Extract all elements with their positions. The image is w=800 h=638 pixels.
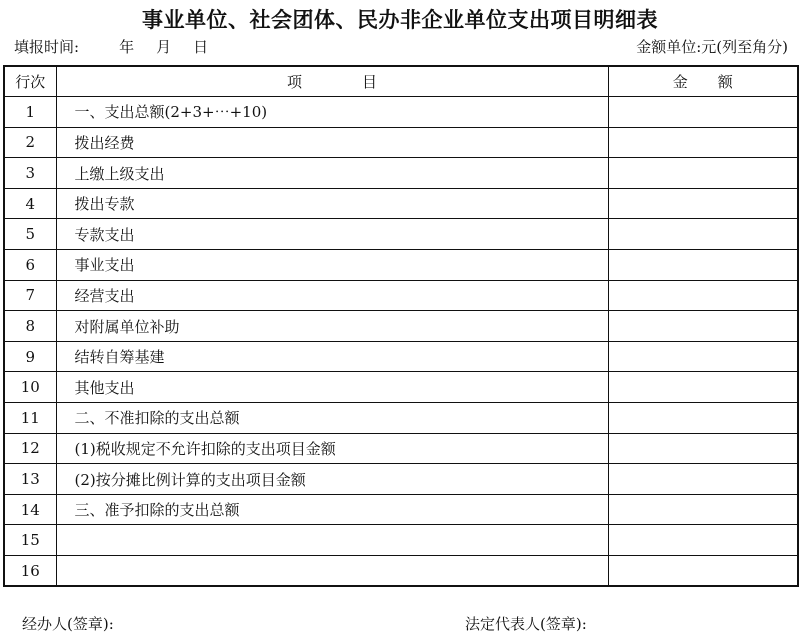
table-row <box>4 311 798 342</box>
row-item: 三、准予扣除的支出总额 <box>56 494 608 525</box>
table-row <box>4 158 798 189</box>
row-item: 事业支出 <box>56 250 608 281</box>
row-item: (2)按分摊比例计算的支出项目金额 <box>56 464 608 495</box>
row-amount-cell[interactable] <box>608 464 798 495</box>
table-row <box>4 372 798 403</box>
table-row <box>4 525 798 556</box>
table-row <box>4 464 798 495</box>
row-no: 15 <box>4 525 56 556</box>
row-item: 对附属单位补助 <box>56 311 608 342</box>
row-amount-cell[interactable] <box>608 311 798 342</box>
table-row <box>4 280 798 311</box>
row-amount-cell[interactable] <box>608 372 798 403</box>
row-no: 8 <box>4 311 56 342</box>
row-amount-cell[interactable] <box>608 556 798 587</box>
row-amount-cell[interactable] <box>608 97 798 128</box>
row-amount-cell[interactable] <box>608 250 798 281</box>
row-no: 4 <box>4 188 56 219</box>
row-item: 二、不准扣除的支出总额 <box>56 403 608 434</box>
fill-time <box>14 36 208 57</box>
row-no: 1 <box>4 97 56 128</box>
row-item: 一、支出总额(2+3+⋯+10) <box>56 97 608 128</box>
header-row <box>4 66 798 97</box>
table-row <box>4 433 798 464</box>
row-no: 6 <box>4 250 56 281</box>
row-item[interactable] <box>56 525 608 556</box>
table-row <box>4 250 798 281</box>
row-amount-cell[interactable] <box>608 188 798 219</box>
header-item: 项 目 <box>56 66 608 97</box>
row-amount-cell[interactable] <box>608 158 798 189</box>
header-row-no: 行次 <box>4 66 56 97</box>
row-amount-cell[interactable] <box>608 433 798 464</box>
row-item: 专款支出 <box>56 219 608 250</box>
year-label: 年 <box>119 38 135 56</box>
row-amount-cell[interactable] <box>608 403 798 434</box>
expense-table <box>3 65 799 587</box>
row-no: 10 <box>4 372 56 403</box>
unit-label: 金额单位:元(列至角分) <box>636 38 788 56</box>
row-item: 拨出专款 <box>56 188 608 219</box>
row-amount-cell[interactable] <box>608 280 798 311</box>
table-row <box>4 188 798 219</box>
row-amount-cell[interactable] <box>608 219 798 250</box>
row-item: 其他支出 <box>56 372 608 403</box>
row-no: 11 <box>4 403 56 434</box>
table-row <box>4 494 798 525</box>
table-row <box>4 556 798 587</box>
row-no: 3 <box>4 158 56 189</box>
table-row <box>4 127 798 158</box>
page-title: 事业单位、社会团体、民办非企业单位支出项目明细表 <box>142 8 658 32</box>
table-row <box>4 219 798 250</box>
row-item: 结转自筹基建 <box>56 341 608 372</box>
day-label: 日 <box>193 38 209 56</box>
row-amount-cell[interactable] <box>608 341 798 372</box>
table-row <box>4 341 798 372</box>
row-no: 2 <box>4 127 56 158</box>
handler-signature-label: 经办人(签章): <box>22 615 114 633</box>
row-item: 上缴上级支出 <box>56 158 608 189</box>
row-item[interactable] <box>56 556 608 587</box>
month-label: 月 <box>156 38 172 56</box>
row-no: 5 <box>4 219 56 250</box>
row-item: 经营支出 <box>56 280 608 311</box>
row-item: 拨出经费 <box>56 127 608 158</box>
row-amount-cell[interactable] <box>608 127 798 158</box>
row-no: 16 <box>4 556 56 587</box>
legal-rep-signature-label: 法定代表人(签章): <box>465 615 587 633</box>
row-no: 13 <box>4 464 56 495</box>
row-no: 12 <box>4 433 56 464</box>
row-amount-cell[interactable] <box>608 494 798 525</box>
fill-time-label: 填报时间: <box>14 38 80 56</box>
table-row <box>4 97 798 128</box>
row-no: 9 <box>4 341 56 372</box>
row-no: 7 <box>4 280 56 311</box>
table-row <box>4 403 798 434</box>
row-item: (1)税收规定不允许扣除的支出项目金额 <box>56 433 608 464</box>
row-amount-cell[interactable] <box>608 525 798 556</box>
row-no: 14 <box>4 494 56 525</box>
header-amount: 金 额 <box>608 66 798 97</box>
